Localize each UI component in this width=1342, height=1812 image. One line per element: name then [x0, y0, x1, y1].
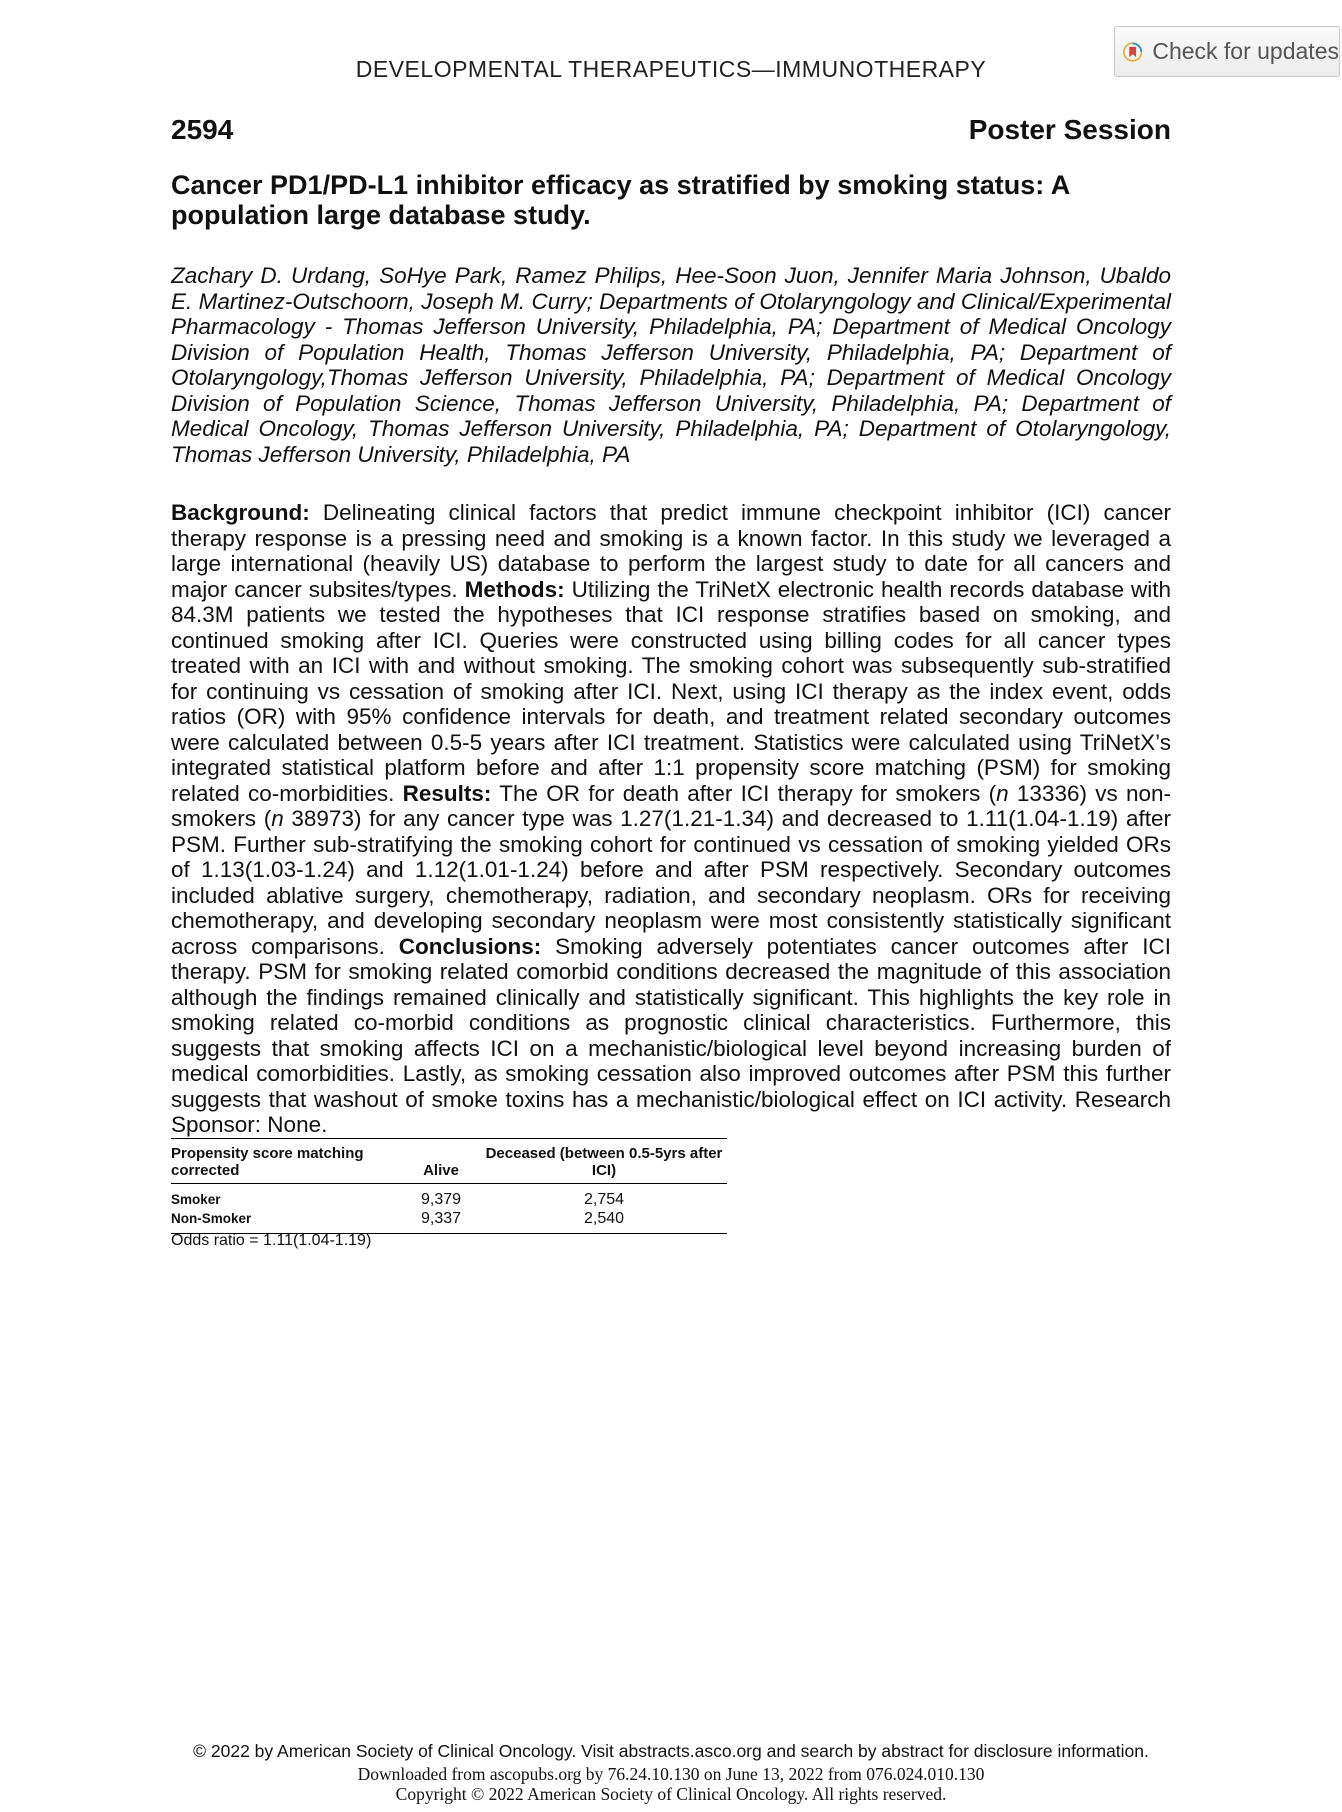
table-header-row: [171, 1139, 727, 1184]
results-text-a: The OR for death after ICI therapy for smokers (: [491, 780, 997, 806]
table-header-deceased: Deceased (between 0.5-5yrs after ICI): [481, 1139, 727, 1184]
odds-ratio-note: Odds ratio = 1.11(1.04-1.19): [171, 1232, 372, 1249]
table-row: [171, 1209, 727, 1234]
bookmark-icon: [1123, 35, 1142, 69]
background-label: Background:: [171, 500, 310, 525]
table-header-alive: Alive: [401, 1139, 481, 1184]
download-info: Downloaded from ascopubs.org by 76.24.10.130 on June 13, 2022 from 076.024.010.130: [357, 1764, 985, 1784]
footer-notice: © 2022 by American Society of Clinical Oncology. Visit abstracts.asco.org and search by abstract for disclosure information.: [193, 1741, 1149, 1761]
deceased-value: 2,754: [583, 1191, 625, 1208]
table-header-group: Propensity score matching corrected: [171, 1139, 401, 1184]
psm-table: [171, 1138, 727, 1234]
alive-value: 9,379: [420, 1191, 462, 1208]
methods-label: Methods:: [464, 576, 565, 602]
abstract-title: Cancer PD1/PD-L1 inhibitor efficacy as stratified by smoking status: A population large database study.: [171, 170, 1070, 230]
conclusions-label: Conclusions:: [398, 933, 542, 959]
results-n-smokers: n: [996, 780, 1009, 806]
background-text: Delineating clinical factors that predict immune checkpoint inhibitor (ICI) cancer therapy response is a pressing need and smoking is a known factor. In this study we leveraged a large international (heavily US) database to perform the largest study to date for all cancers and major cancer subsites/types.: [171, 500, 1171, 602]
row-label: Smoker: [171, 1192, 221, 1207]
methods-text: Utilizing the TriNetX electronic health records database with 84.3M patients we tested the hypotheses that ICI response stratifies based on smoking, and continued smoking after ICI. Queries were constructed using billing codes for all cancer types treated with an ICI with and without smoking. The smoking cohort was subsequently sub-stratified for continuing vs cessation of smoking after ICI. Next, using ICI therapy as the index event, odds ratios (OR) with 95% confidence intervals for death, and treatment related secondary outcomes were calculated between 0.5-5 years after ICI treatment. Statistics were calculated using TriNetX’s integrated statistical platform before and after 1:1 propensity score matching (PSM) for smoking related co-morbidities.: [171, 576, 1171, 806]
row-label: Non-Smoker: [171, 1209, 401, 1234]
alive-value: 9,337: [401, 1209, 481, 1234]
section-header: DEVELOPMENTAL THERAPEUTICS—IMMUNOTHERAPY: [355, 56, 987, 82]
results-text-b: 13336) vs non-smokers (: [171, 780, 1171, 831]
check-for-updates-label: Check for updates: [1152, 38, 1339, 64]
results-n-nonsmokers: n: [271, 806, 284, 831]
session-type: Poster Session: [968, 114, 1171, 145]
table-row: [171, 1184, 727, 1210]
copyright-line: Copyright © 2022 American Society of Clinical Oncology. All rights reserved.: [395, 1784, 947, 1804]
results-text-c: 38973) for any cancer type was 1.27(1.21-1.34) and decreased to 1.11(1.04-1.19) after PSM. Further sub-stratifying the smoking cohort for continued vs cessation of smoking yielded ORs of 1.13(1.03-1.24) and 1.12(1.01-1.24) before and after PSM respectively. Secondary outcomes included ablative surgery, chemotherapy, radiation, and secondary neoplasm. ORs for receiving chemotherapy, and developing secondary neoplasm were most consistently statistically significant across comparisons.: [171, 806, 1171, 959]
check-for-updates-button[interactable]: [1114, 26, 1340, 77]
deceased-value: 2,540: [481, 1209, 727, 1234]
conclusions-text: Smoking adversely potentiates cancer outcomes after ICI therapy. PSM for smoking related comorbid conditions decreased the magnitude of this association although the findings remained clinically and statistically significant. This highlights the key role in smoking related co-morbid conditions as prognostic clinical characteristics. Furthermore, this suggests that smoking affects ICI on a mechanistic/biological level beyond increasing burden of medical comorbidities. Lastly, as smoking cessation also improved outcomes after PSM this further suggests that washout of smoke toxins has a mechanistic/biological effect on ICI activity. Research Sponsor: None.: [171, 933, 1172, 1137]
results-label: Results:: [402, 780, 492, 806]
abstract-number: 2594: [171, 114, 234, 145]
author-list: Zachary D. Urdang, SoHye Park, Ramez Philips, Hee-Soon Juon, Jennifer Maria Johnson, Ubaldo E. Martinez-Outschoorn, Joseph M. Curry; Departments of Otolaryngology and Clinical/Experimental Pharmacology - Thomas Jefferson University, Philadelphia, PA; Department of Medical Oncology Division of Population Health, Thomas Jefferson University, Philadelphia, PA; Department of Otolaryngology,Thomas Jefferson University, Philadelphia, PA; Department of Medical Oncology Division of Population Science, Thomas Jefferson University, Philadelphia, PA; Department of Medical Oncology, Thomas Jefferson University, Philadelphia, PA; Department of Otolaryngology, Thomas Jefferson University, Philadelphia, PA: [171, 263, 1171, 467]
abstract-body: [171, 500, 1171, 1138]
